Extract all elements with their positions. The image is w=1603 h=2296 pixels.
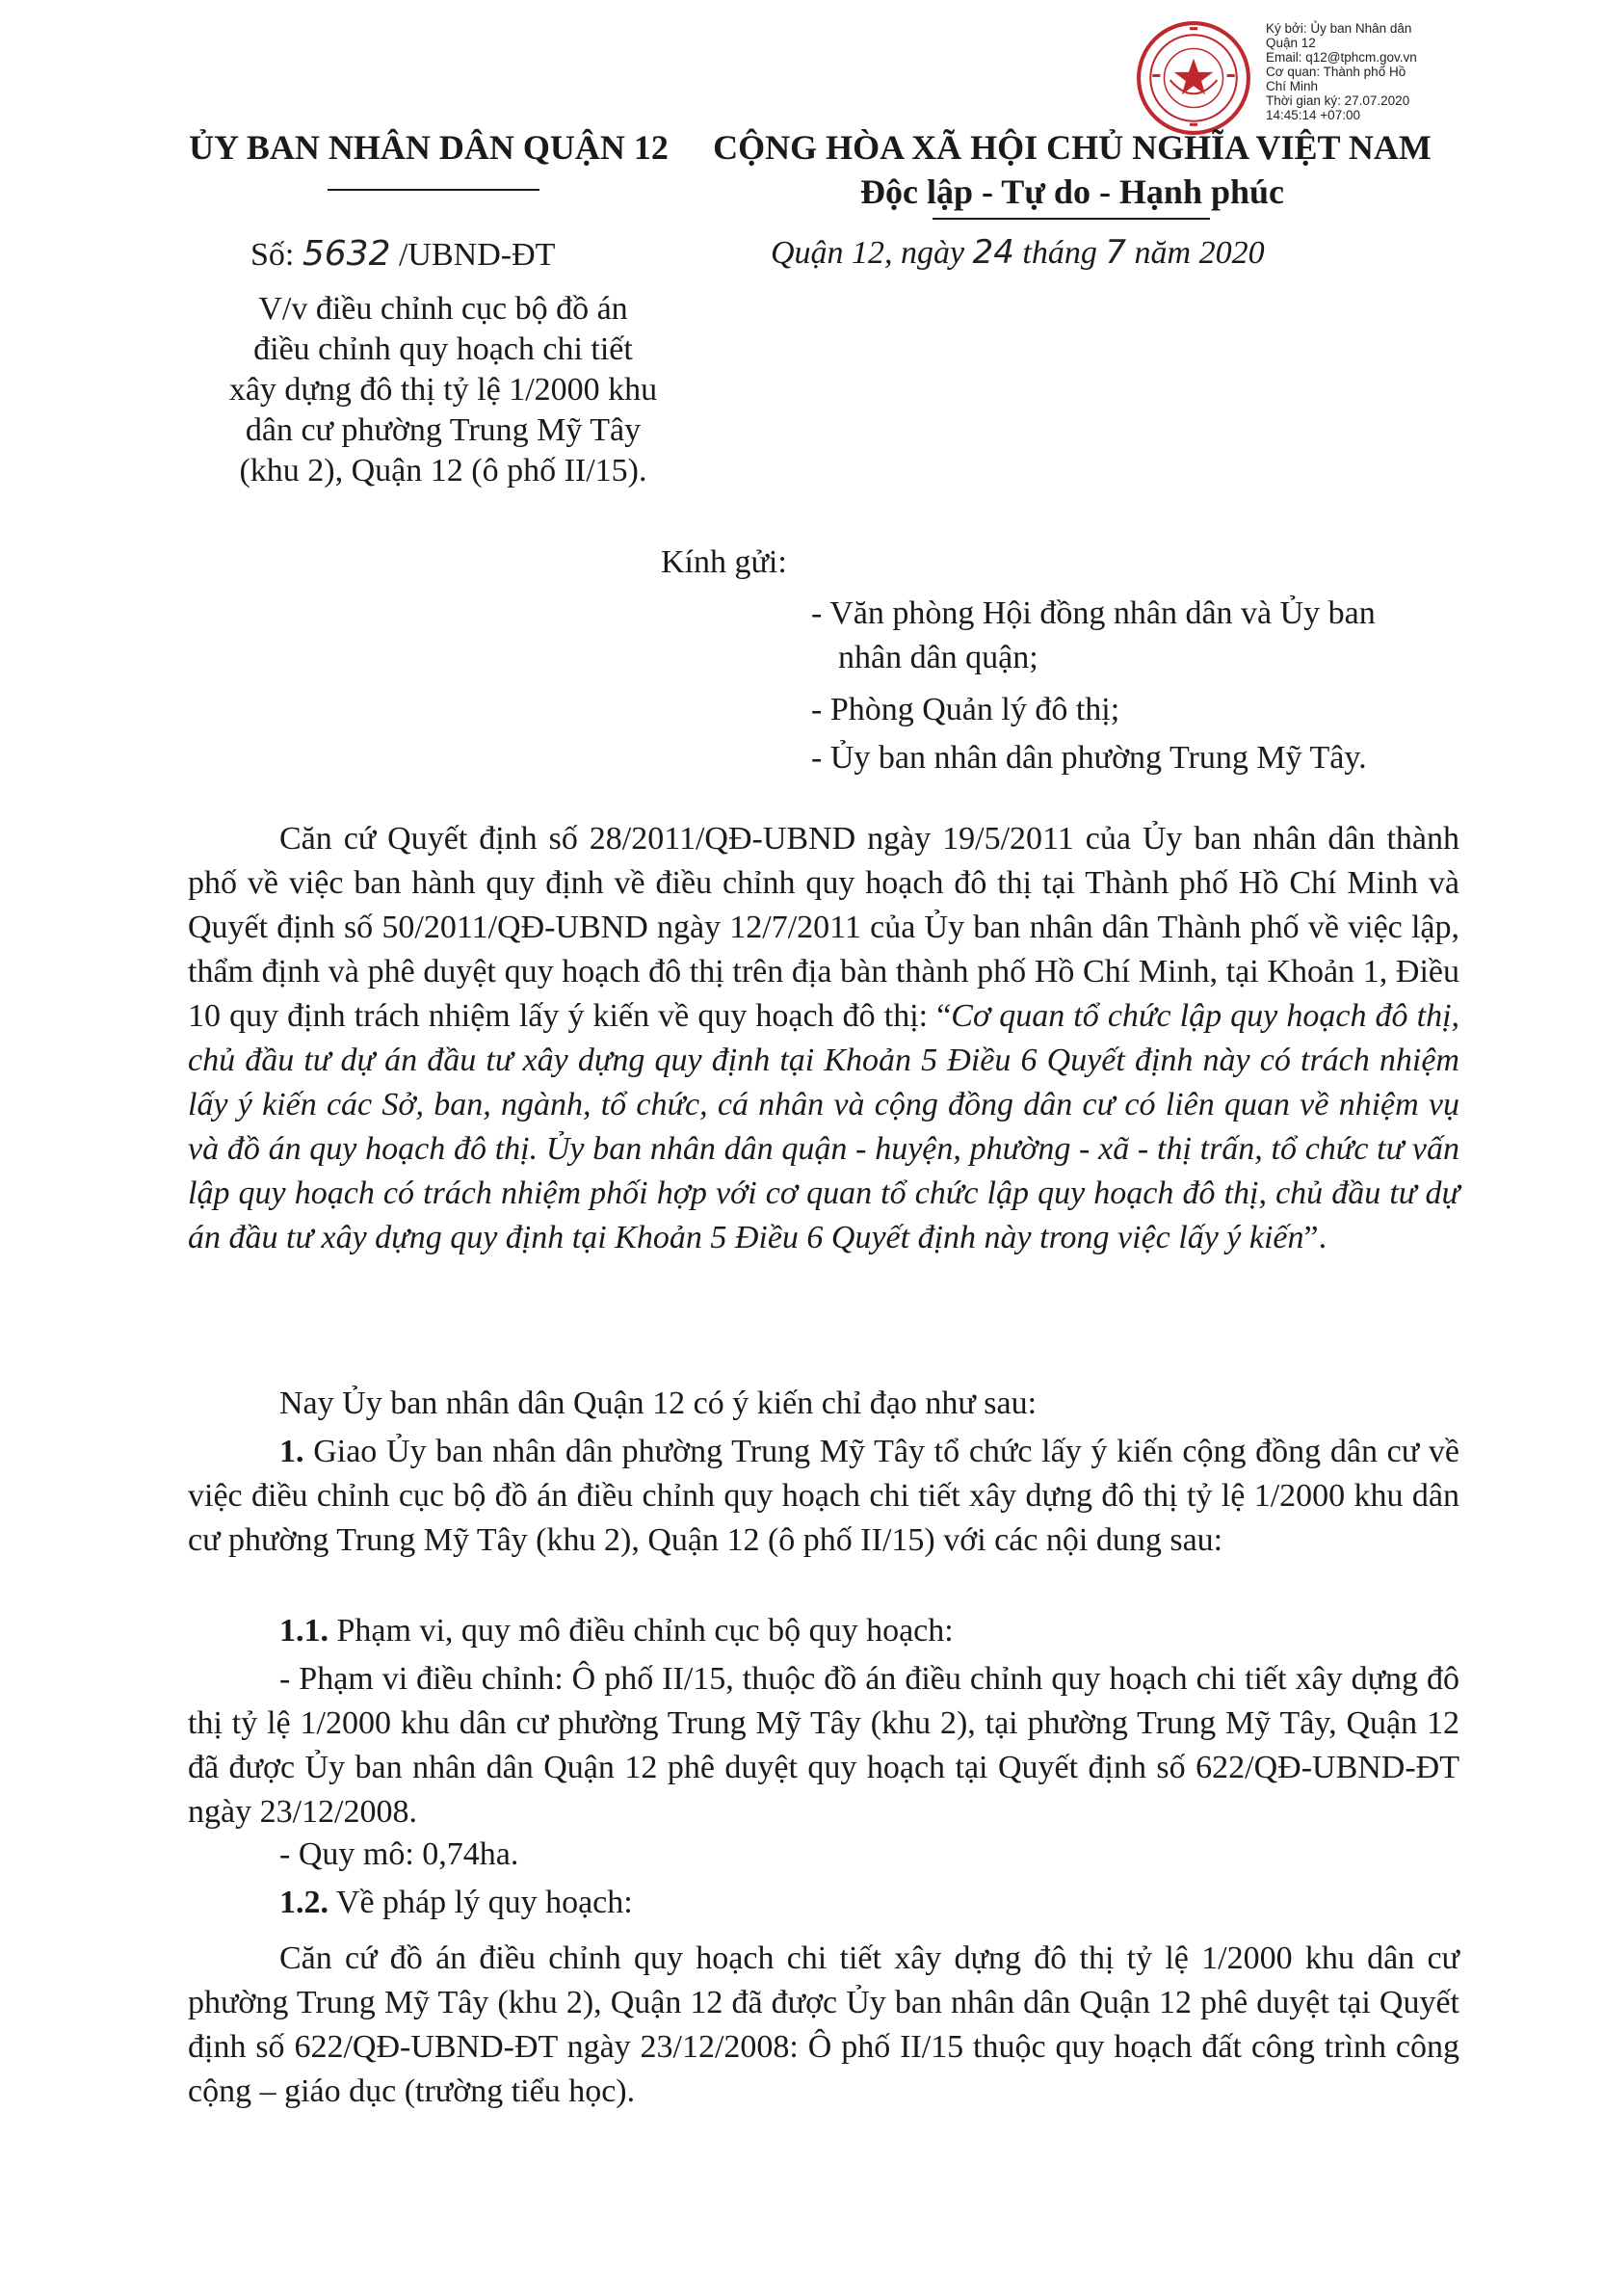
number-suffix: /UBND-ĐT [390,237,556,273]
body-paragraph-legal-basis [188,817,1459,1260]
agency-underline [328,189,539,191]
signature-line: Ký bởi: Ủy ban Nhân dân [1266,21,1412,36]
date-prefix: Quận 12, ngày [771,235,973,271]
document-date [771,233,1265,272]
legal-basis-close: ”. [1303,1220,1327,1255]
subject-line: xây dựng đô thị tỷ lệ 1/2000 khu [228,372,658,408]
national-motto: Độc lập - Tự do - Hạnh phúc [859,172,1285,211]
recipients-label: Kính gửi: [661,544,787,580]
body-paragraph-item-1-1 [188,1609,1459,1653]
item-1-1-number: 1.1. [279,1613,328,1649]
country-name: CỘNG HÒA XÃ HỘI CHỦ NGHĨA VIỆT NAM [713,128,1432,167]
signature-line: Cơ quan: Thành phố Hồ [1266,65,1406,79]
handwritten-number: 5632 [302,234,391,274]
item-1-number: 1. [279,1434,304,1469]
recipient-item: nhân dân quận; [838,640,1038,675]
document-number [250,234,555,274]
recipient-item: - Văn phòng Hội đồng nhân dân và Ủy ban [811,595,1376,631]
subject-line: điều chỉnh quy hoạch chi tiết [253,331,633,367]
body-paragraph-direction: Nay Ủy ban nhân dân Quận 12 có ý kiến chỉ đạo như sau: [279,1386,1038,1421]
issuing-agency: ỦY BAN NHÂN DÂN QUẬN 12 [189,128,669,167]
subject-line: V/v điều chỉnh cục bộ đồ án [258,291,628,327]
recipient-item: - Ủy ban nhân dân phường Trung Mỹ Tây. [811,740,1367,776]
body-paragraph-scope: - Phạm vi điều chỉnh: Ô phố II/15, thuộc đồ án điều chỉnh quy hoạch chi tiết xây dựng đô thị tỷ lệ 1/2000 khu dân cư phường Trung Mỹ Tây (khu 2), tại phường Trung Mỹ Tây, Quận 12 đã được Ủy ban nhân dân Quận 12 phê duyệt quy hoạch tại Quyết định số 622/QĐ-UBND-ĐT ngày 23/12/2008. [188,1661,1459,1830]
signature-line: Thời gian ký: 27.07.2020 [1266,93,1410,108]
item-1-text: Giao Ủy ban nhân dân phường Trung Mỹ Tây tổ chức lấy ý kiến cộng đồng dân cư về việc điều chỉnh cục bộ đồ án điều chỉnh quy hoạch chi tiết xây dựng đô thị tỷ lệ 1/2000 khu dân cư phường Trung Mỹ Tây (khu 2), Quận 12 (ô phố II/15) với các nội dung sau: [188,1434,1459,1558]
signature-line: 14:45:14 +07:00 [1266,108,1360,122]
signature-line: Chí Minh [1266,79,1319,93]
date-mid: tháng [1013,235,1106,271]
item-1-1-text: Phạm vi, quy mô điều chỉnh cục bộ quy hoạch: [328,1613,954,1649]
handwritten-day: 24 [972,233,1014,272]
body-paragraph-scale: - Quy mô: 0,74ha. [279,1836,519,1872]
subject-line: (khu 2), Quận 12 (ô phố II/15). [239,453,647,488]
official-seal-icon [1135,19,1252,137]
handwritten-month: 7 [1105,233,1127,272]
body-paragraph-item-1-2 [188,1881,1459,1925]
item-1-2-number: 1.2. [279,1885,328,1920]
digital-signature-block [1266,21,1555,122]
subject-line: dân cư phường Trung Mỹ Tây [245,412,642,448]
legal-basis-quote: Cơ quan tổ chức lập quy hoạch đô thị, chủ đầu tư dự án đầu tư xây dựng quy định tại Khoản 5 Điều 6 Quyết định này có trách nhiệm lấy ý kiến các Sở, ban, ngành, tổ chức, cá nhân và cộng đồng dân cư có liên quan về nhiệm vụ và đồ án quy hoạch đô thị. Ủy ban nhân dân quận - huyện, phường - xã - thị trấn, tổ chức tư vấn lập quy hoạch có trách nhiệm phối hợp với cơ quan tổ chức lập quy hoạch đô thị, chủ đầu tư dự án đầu tư xây dựng quy định tại Khoản 5 Điều 6 Quyết định này trong việc lấy ý kiến [188,998,1460,1255]
document-subject [183,289,703,491]
item-1-2-text: Về pháp lý quy hoạch: [328,1885,633,1920]
signature-line: Email: q12@tphcm.gov.vn [1266,50,1417,65]
legal-basis-text: Căn cứ Quyết định số 28/2011/QĐ-UBND ngày 19/5/2011 của Ủy ban nhân dân thành phố về việc ban hành quy định về điều chỉnh quy hoạch đô thị tại Thành phố Hồ Chí Minh và Quyết định số 50/2011/QĐ-UBND ngày 12/7/2011 của Ủy ban nhân dân Thành phố về việc lập, thẩm định và phê duyệt quy hoạch đô thị trên địa bàn thành phố Hồ Chí Minh, tại Khoản 1, Điều 10 quy định trách nhiệm lấy ý kiến về quy hoạch đô thị: “ [188,821,1459,1034]
recipient-item: - Phòng Quản lý đô thị; [811,692,1120,727]
body-paragraph-item-1 [188,1430,1459,1563]
motto-underline [933,218,1210,220]
body-paragraph-planning-basis: Căn cứ đồ án điều chỉnh quy hoạch chi tiết xây dựng đô thị tỷ lệ 1/2000 khu dân cư phường Trung Mỹ Tây (khu 2), Quận 12 đã được Ủy ban nhân dân Quận 12 phê duyệt tại Quyết định số 622/QĐ-UBND-ĐT ngày 23/12/2008: Ô phố II/15 thuộc quy hoạch đất công trình công cộng – giáo dục (trường tiểu học). [188,1940,1459,2109]
date-suffix: năm 2020 [1126,235,1265,271]
number-prefix: Số: [250,237,302,273]
signature-line: Quận 12 [1266,36,1316,50]
